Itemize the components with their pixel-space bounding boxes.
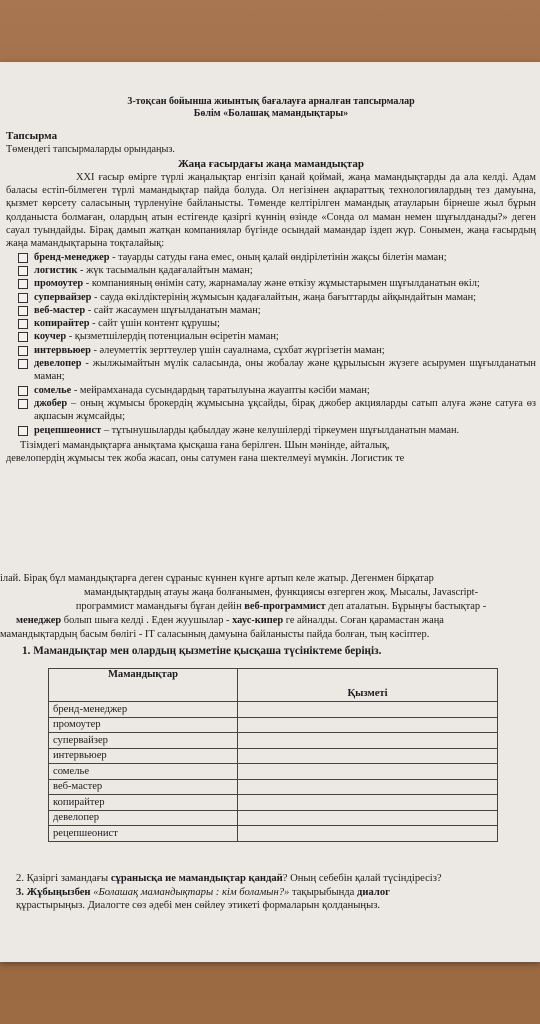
function-cell[interactable] — [238, 764, 498, 780]
profession-term: коучер — [34, 331, 67, 343]
questions-block — [16, 872, 540, 913]
profession-item — [18, 317, 536, 330]
continuation-line-5: мамандықтардың басым бөлігі - IT саласының дамуына байланысты пайда болған, тың кәсіптер. — [0, 629, 430, 640]
function-cell[interactable] — [238, 795, 498, 811]
question-2a: 2. Қазіргі замандағы — [16, 873, 111, 884]
profession-description: - компанияның өнімін сату, жарнамалау және өткізу жұмыстарымен шұғылданатын өкіл; — [83, 278, 480, 290]
table-row — [49, 779, 498, 795]
question-2 — [16, 872, 540, 886]
checkbox-icon — [18, 253, 28, 263]
function-cell[interactable] — [238, 748, 498, 764]
profession-cell: девелопер — [49, 810, 238, 826]
profession-list — [6, 251, 536, 437]
table-row — [49, 826, 498, 842]
continuation-line-3 — [16, 600, 540, 614]
profession-item — [18, 357, 536, 384]
profession-cell: супервайзер — [49, 733, 238, 749]
table-row — [49, 748, 498, 764]
question-1: 1. Мамандықтар мен олардың қызметіне қысқаша түсініктеме беріңіз. — [22, 645, 382, 657]
column-header-professions: Мамандықтар — [49, 669, 238, 702]
continuation-line-1: ілай. Бірақ бұл мамандықтарға деген сұраныс күннен күнге артып келе жатыр. Дегенмен бірқатар — [0, 573, 434, 584]
profession-term: рецепшеонист — [34, 424, 102, 436]
question-3c: тақырыбында — [289, 886, 358, 898]
table-row — [49, 795, 498, 811]
checkbox-icon — [18, 279, 28, 289]
term-manager: менеджер — [16, 615, 62, 626]
profession-cell: сомелье — [49, 764, 238, 780]
function-cell[interactable] — [238, 826, 498, 842]
professions-table-body — [49, 702, 498, 842]
profession-description: - сауда өкілдіктерінің жұмысын қадағалайтын, жаңа бағыттарды айқындайтын маман; — [91, 291, 477, 303]
profession-cell: рецепшеонист — [49, 826, 238, 842]
function-cell[interactable] — [238, 717, 498, 733]
table-row — [49, 810, 498, 826]
profession-item — [18, 291, 536, 304]
task-instruction: Төмендегі тапсырмаларды орындаңыз. — [6, 144, 175, 156]
continuation-4d: ге айналды. Соған қарамастан жаңа — [283, 615, 444, 626]
profession-item — [18, 264, 536, 277]
checkbox-icon — [18, 293, 28, 303]
section-heading: Бөлім «Болашақ мамандықтары» — [193, 108, 349, 119]
question-3d: диалог — [357, 886, 390, 898]
profession-term: промоутер — [34, 278, 84, 290]
profession-cell: промоутер — [49, 717, 238, 733]
function-cell[interactable] — [238, 733, 498, 749]
checkbox-icon — [18, 306, 28, 316]
question-3a: 3. Жұбыңызбен — [16, 886, 94, 898]
continuation-line-2: мамандықтардың атауы жаңа болғанымен, функциясы өзгерген жоқ. Мысалы, Javascript- — [83, 587, 479, 598]
profession-item — [18, 384, 536, 397]
continuation-3c: деп аталатын. Бұрыңғы бастықтар - — [325, 601, 487, 612]
profession-description: - тауарды сатуды ғана емес, оның қалай өндірілетінін жақсы білетін маман; — [109, 251, 447, 263]
profession-term: сомелье — [34, 384, 72, 396]
profession-description: - жылжымайтын мүлік саласында, оны жобалау және құрылысын жүзеге асырумен шұғылданатын маман; — [34, 358, 536, 383]
question-3-line2: құрастырыңыз. Диалогте сөз әдебі мен сөйлеу этикеті формаларын қолданыңыз. — [16, 900, 381, 911]
checkbox-icon — [18, 359, 28, 369]
checkbox-icon — [18, 426, 28, 436]
question-2b: сұранысқа ие мамандықтар қандай — [110, 873, 283, 884]
function-cell[interactable] — [238, 702, 498, 718]
profession-item — [18, 277, 536, 290]
professions-table — [48, 668, 498, 842]
term-housekeeper: хаус-кипер — [232, 615, 284, 626]
table-row — [49, 764, 498, 780]
continuation-4b: болып шыға келді . Еден жуушылар - — [61, 615, 233, 626]
continuation-3a: программист мамандығы бұған дейін — [75, 601, 245, 612]
table-row — [49, 702, 498, 718]
profession-term: джобер — [34, 397, 68, 409]
table-row — [49, 733, 498, 749]
profession-term: веб-мастер — [34, 304, 86, 316]
page-text-block — [6, 96, 536, 465]
column-header-function: Қызметі — [238, 669, 498, 702]
profession-description: - сайт үшін контент құрушы; — [89, 318, 220, 330]
function-cell[interactable] — [238, 810, 498, 826]
term-web-programmer: веб-программист — [244, 601, 326, 612]
profession-term: девелопер — [34, 358, 82, 370]
intro-paragraph: XXI ғасыр өмірге түрлі жаңалықтар енгізіп қанай қоймай, жаңа мамандықтарды да ала келді. Адам баласы естіп-білмеген түрлі мамандықтар пайда болуда. Ол негізінен ақпараттық технологиялардың тез дамуына, қызмет көрсету саласының түрленуіне байланысты. Төменде келтірілген мамандық атауларын бірнеше жыл бұрын қолданыста болмаған, олардың атын естігенде қазіргі күннің өзінде «Сонда ол маман немен шұғылданады?» деген сауал туындайды. Бірақ дамып жатқан компаниялар бүгінде осындай мамандар іздеп жүр. Сонымен, жаңа ғасырдың жаңа мамандықтарына тоқталайық: — [6, 171, 536, 250]
profession-cell: веб-мастер — [49, 779, 238, 795]
profession-term: интервьюер — [34, 344, 91, 356]
text-title: Жаңа ғасырдағы жаңа мамандықтар — [178, 157, 364, 170]
profession-description: - жүк тасымалын қадағалайтын маман; — [77, 264, 253, 276]
checkbox-icon — [18, 386, 28, 396]
question-3b: «Болашақ мамандықтары : кім боламын?» — [93, 886, 290, 898]
profession-description: – оның жұмысы брокердің жұмысына ұқсайды, бірақ джобер акцияларды сатып алуға және сатуға өз ақшасын жұмсайды; — [34, 397, 536, 423]
profession-item — [18, 397, 536, 424]
profession-item — [18, 424, 536, 437]
checkbox-icon — [18, 399, 28, 409]
profession-term: логистик — [34, 264, 78, 276]
profession-description: - сайт жасаумен шұғылданатын маман; — [85, 304, 261, 316]
profession-term: бренд-менеджер — [34, 251, 110, 263]
profession-item — [18, 330, 536, 343]
profession-description: – тұтынушыларды қабылдау және келушілерді тіркеумен шұғылданатын маман. — [101, 424, 460, 436]
assessment-heading: 3-тоқсан бойынша жиынтық бағалауға арналған тапсырмалар — [127, 96, 415, 107]
continuation-block — [0, 572, 540, 658]
profession-cell: бренд-менеджер — [49, 702, 238, 718]
checkbox-icon — [18, 319, 28, 329]
after-list-line-2: девелопердің жұмысы тек жоба жасап, оны сатумен ғана шектелмеуі мүмкін. Логистик те — [6, 453, 405, 465]
function-cell[interactable] — [238, 779, 498, 795]
question-3 — [16, 886, 540, 900]
checkbox-icon — [18, 332, 28, 342]
profession-description: - мейрамханада сусындардың таратылуына жауапты кәсіби маман; — [71, 384, 370, 396]
question-2c: ? Оның себебін қалай түсіндіресіз? — [282, 873, 442, 884]
table-row — [49, 717, 498, 733]
profession-description: - қызметшілердің потенциалын өсіретін маман; — [66, 331, 279, 343]
profession-cell: копирайтер — [49, 795, 238, 811]
profession-description: - әлеуметтік зерттеулер үшін сауалнама, сұхбат жүргізетін маман; — [90, 344, 385, 356]
checkbox-icon — [18, 346, 28, 356]
after-list-line-1: Тізімдегі мамандықтарға анықтама қысқаша ғана берілген. Шын мәнінде, айталық, — [20, 439, 390, 451]
profession-term: копирайтер — [34, 318, 90, 330]
task-label: Тапсырма — [6, 130, 58, 142]
continuation-line-4 — [16, 614, 540, 628]
profession-item — [18, 304, 536, 317]
profession-item — [18, 251, 536, 264]
profession-term: супервайзер — [34, 291, 92, 303]
profession-cell: интервьюер — [49, 748, 238, 764]
profession-item — [18, 344, 536, 357]
checkbox-icon — [18, 266, 28, 276]
